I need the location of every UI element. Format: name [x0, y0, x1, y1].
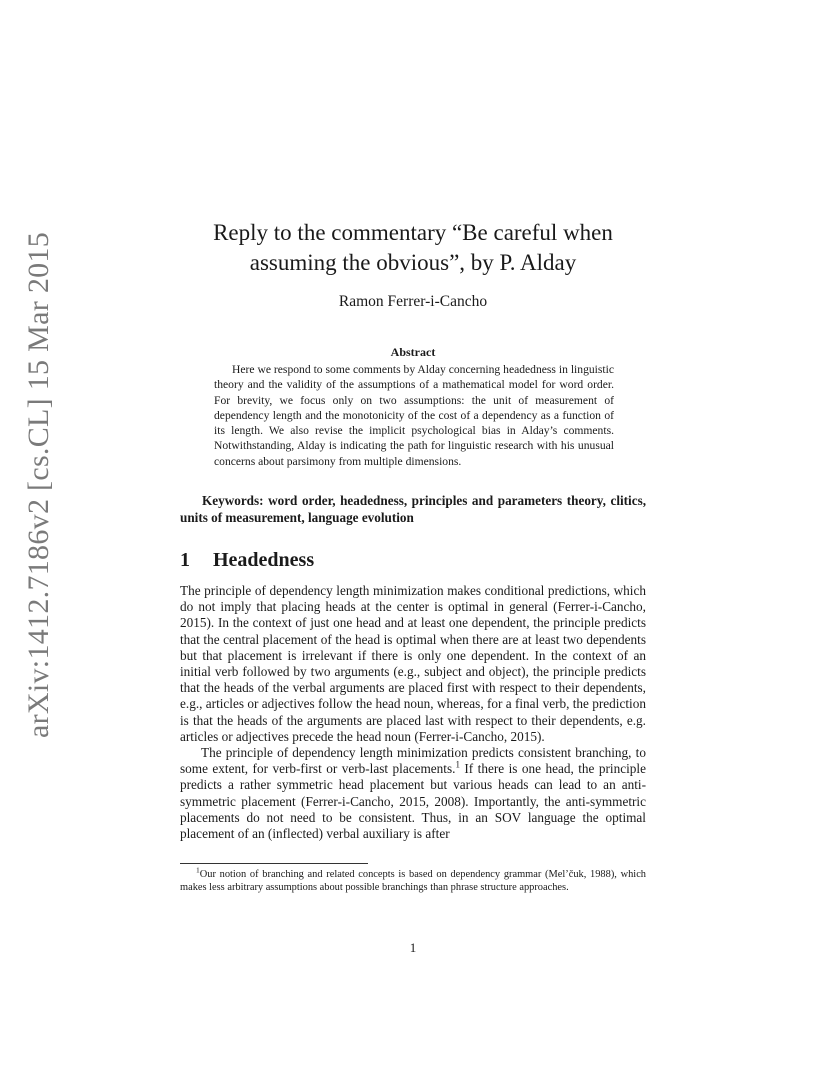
section-heading [180, 547, 646, 573]
section-number: 1 [180, 549, 190, 571]
abstract-heading: Abstract [390, 345, 436, 359]
title-line-2: assuming the obvious”, by P. Alday [249, 250, 577, 275]
footnote-text: Our notion of branching and related concepts is based on dependency grammar (Mel’čuk, 1988), which makes less arbitrary assumptions about possible branchings than phrase structure approaches. [180, 869, 646, 893]
section-body [180, 583, 646, 842]
footnote-mark: 1 [196, 865, 200, 875]
paragraph-2-part-1: The principle of dependency length minimization predicts consistent branching, to some extent, for verb-first or verb-last placements. [180, 745, 646, 777]
paragraph-2 [180, 745, 646, 842]
footnote [180, 865, 646, 894]
author-name: Ramon Ferrer-i-Cancho [338, 293, 488, 310]
abstract-body: Here we respond to some comments by Alday concerning headedness in linguistic theory and the validity of the assumptions of a mathematical model for word order. For brevity, we focus only on two assumptions: the unit of measurement of dependency length and the monotonicity of the cost of a dependency as a function of its length. We also revise the implicit psychological bias in Alday’s comments. Notwithstanding, Alday is indicating the path for linguistic research with his unusual concerns about parsimony from multiple dimensions. [214, 363, 614, 468]
page-number: 1 [409, 940, 417, 955]
footnote-divider [180, 863, 368, 864]
section-title: Headedness [213, 549, 315, 571]
paper-title [150, 218, 676, 278]
paragraph-1: The principle of dependency length minimization makes conditional predictions, which do not imply that placing heads at the center is optimal in general (Ferrer-i-Cancho, 2015). In the context of just one head and at least one dependent, the principle predicts that the central placement of the head is optimal when there are at least two dependents but that placement is irrelevant if there is only one dependent. In the context of an initial verb followed by two arguments (e.g., subject and object), the principle predicts that the heads of the verbal arguments are placed first with respect to their dependents, e.g., articles or adjectives follow the head noun, whereas, for a final verb, the prediction is that the heads of the arguments are placed last with respect to their dependents, e.g. articles or adjectives precede the head noun (Ferrer-i-Cancho, 2015). [180, 583, 646, 744]
footnote-reference[interactable]: 1 [455, 759, 460, 770]
arxiv-identifier-stamp: arXiv:1412.7186v2 [cs.CL] 15 Mar 2015 [22, 231, 55, 738]
title-line-1: Reply to the commentary “Be careful when [213, 220, 613, 245]
paragraph-2-part-2: If there is one head, the principle predicts a rather symmetric head placement but various heads can lead to an anti-symmetric placement (Ferrer-i-Cancho, 2015, 2008). Importantly, the anti-symmetric placements do not need to be consistent. Thus, in an SOV language the optimal placement of an (inflected) verbal auxiliary is after [180, 761, 646, 842]
keywords: Keywords: word order, headedness, principles and parameters theory, clitics, units of measurement, language evolution [180, 493, 646, 525]
